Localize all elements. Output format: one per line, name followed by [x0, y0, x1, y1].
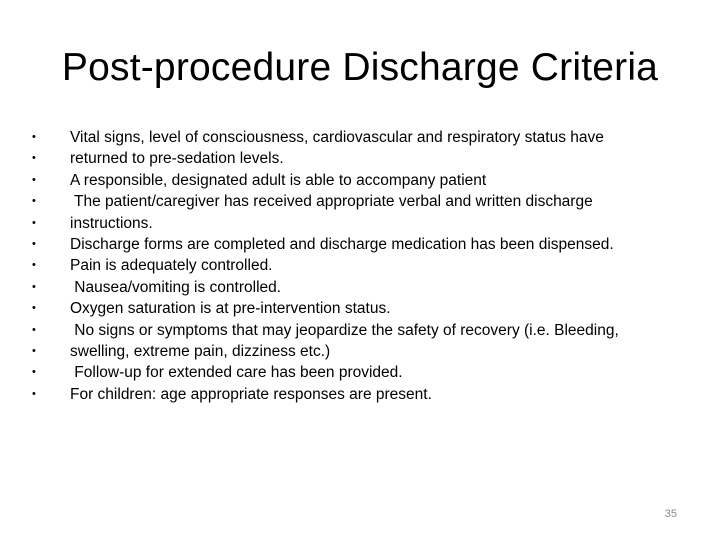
- list-item: [30, 384, 690, 405]
- list-item: [30, 298, 690, 319]
- list-item: [30, 362, 690, 383]
- list-item: [30, 170, 690, 191]
- list-item: [30, 320, 690, 341]
- list-item: [30, 277, 690, 298]
- discharge-criteria-list: [30, 127, 690, 405]
- bullet-icon: •: [32, 302, 36, 315]
- bullet-icon: •: [32, 237, 36, 250]
- list-item: [30, 255, 690, 276]
- bullet-icon: •: [32, 173, 36, 186]
- list-item-text: Nausea/vomiting is controlled.: [70, 278, 282, 296]
- bullet-icon: •: [32, 366, 36, 379]
- list-item: [30, 234, 690, 255]
- page-number: 35: [664, 508, 677, 520]
- bullet-icon: •: [32, 280, 36, 293]
- list-item: [30, 341, 690, 362]
- list-item-text: For children: age appropriate responses are present.: [70, 385, 432, 403]
- bullet-icon: •: [32, 344, 36, 357]
- bullet-icon: •: [32, 152, 36, 165]
- list-item-text: A responsible, designated adult is able to accompany patient: [70, 171, 487, 189]
- list-item: [30, 127, 690, 148]
- list-item-text: Follow-up for extended care has been provided.: [70, 364, 403, 382]
- list-item: [30, 148, 690, 169]
- bullet-icon: •: [32, 216, 36, 229]
- list-item-text: Pain is adequately controlled.: [70, 257, 273, 275]
- list-item-text: swelling, extreme pain, dizziness etc.): [70, 342, 331, 360]
- list-item-text: returned to pre-sedation levels.: [70, 150, 284, 168]
- list-item-text: Oxygen saturation is at pre-intervention status.: [70, 300, 391, 318]
- list-item-text: The patient/caregiver has received appropriate verbal and written discharge: [70, 193, 593, 211]
- list-item-text: No signs or symptoms that may jeopardize the safety of recovery (i.e. Bleeding,: [70, 321, 619, 339]
- list-item-text: Discharge forms are completed and discharge medication has been dispensed.: [70, 235, 614, 253]
- list-item: [30, 191, 690, 212]
- bullet-icon: •: [32, 195, 36, 208]
- bullet-icon: •: [32, 131, 36, 143]
- list-item: [30, 213, 690, 234]
- bullet-icon: •: [32, 323, 36, 336]
- bullet-icon: •: [32, 387, 36, 400]
- bullet-icon: •: [32, 259, 36, 272]
- list-item-text: Vital signs, level of consciousness, cardiovascular and respiratory status have: [70, 129, 604, 146]
- list-item-text: instructions.: [70, 214, 153, 232]
- slide-title: Post-procedure Discharge Criteria: [61, 46, 659, 89]
